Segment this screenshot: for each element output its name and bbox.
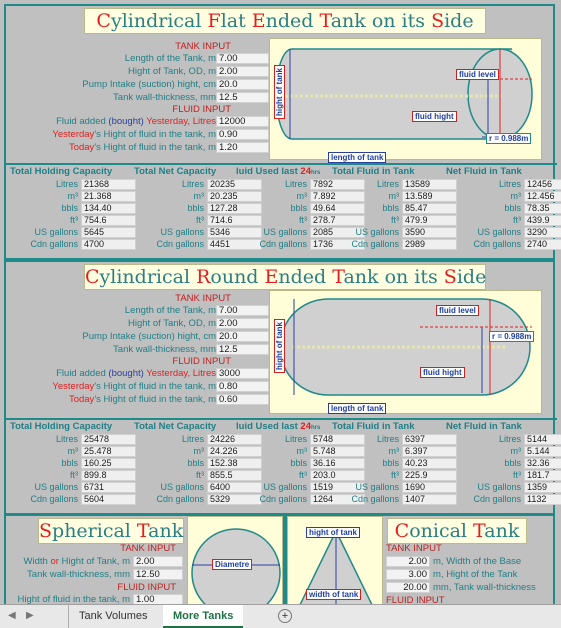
wall-label: mm, Tank wall-thickness — [433, 582, 536, 593]
table-cell: 714.6 — [207, 215, 262, 226]
row-label: ft³ — [391, 470, 399, 480]
table-cell: 3590 — [402, 227, 457, 238]
wall-input[interactable]: 12.50 — [133, 569, 183, 580]
table-cell: 2085 — [310, 227, 365, 238]
scroll-right-icon[interactable]: ▶ — [26, 610, 34, 621]
table-cell: 181.7 — [524, 470, 561, 481]
hight-of-tank-label: hight of tank — [274, 65, 285, 119]
row-label: bbls — [290, 203, 307, 213]
table-cell: 13589 — [402, 179, 457, 190]
table-cell: 5329 — [207, 494, 262, 505]
row-label: bbls — [290, 458, 307, 468]
wall-input[interactable]: 20.00 — [386, 582, 430, 593]
row-label: US gallons — [160, 227, 204, 237]
today-label: Today's Hight of fluid in the tank, m — [68, 394, 216, 405]
row-label: Cdn gallons — [473, 239, 521, 249]
pump-label: Pump Intake (suction) hight, cm — [82, 331, 216, 342]
width-of-tank-label: width of tank — [306, 589, 361, 600]
scroll-left-icon[interactable]: ◀ — [8, 610, 16, 621]
row-label: m³ — [510, 191, 521, 201]
col-header-total-fluid: Total Fluid in Tank — [332, 166, 415, 177]
table-cell: 12.456 — [524, 191, 561, 202]
fluid-level-label: fluid level — [436, 305, 479, 316]
row-label: Litres — [181, 179, 204, 189]
table-cell: 5.144 — [524, 446, 561, 457]
round-tank-diagram — [269, 290, 542, 414]
table-cell: 439.9 — [524, 215, 561, 226]
table-cell: 1264 — [310, 494, 365, 505]
fluid-input-header: FLUID INPUT — [172, 356, 231, 367]
row-label: Cdn gallons — [156, 494, 204, 504]
flat-ended-tank-section — [4, 4, 555, 260]
height-input[interactable]: 2.00 — [216, 318, 269, 329]
table-cell: 1690 — [402, 482, 457, 493]
row-label: m³ — [193, 446, 204, 456]
row-label: US gallons — [160, 482, 204, 492]
row-label: Litres — [181, 434, 204, 444]
row-label: ft³ — [513, 470, 521, 480]
fluid-hight-label: fluid hight — [412, 111, 457, 122]
col-header-net: Total Net Capacity — [134, 166, 217, 177]
table-cell: 278.7 — [310, 215, 365, 226]
base-label: m, Width of the Base — [433, 556, 522, 567]
row-label: Litres — [284, 179, 307, 189]
row-label: US gallons — [355, 227, 399, 237]
table-cell: 40.23 — [402, 458, 457, 469]
hight-of-tank-label: hight of tank — [306, 527, 360, 538]
row-label: ft³ — [196, 470, 204, 480]
table-cell: 7.892 — [310, 191, 365, 202]
row-label: US gallons — [34, 482, 78, 492]
row-label: bbls — [187, 458, 204, 468]
table-cell: 1407 — [402, 494, 457, 505]
row-label: m³ — [193, 191, 204, 201]
today-input[interactable]: 1.20 — [216, 142, 269, 153]
diametre-label: Diametre — [212, 559, 252, 570]
fluid-input-header: FLUID INPUT — [172, 104, 231, 115]
row-label: m³ — [67, 446, 78, 456]
width-input[interactable]: 2.00 — [133, 556, 183, 567]
added-label: Fluid added (bought) Yesterday, Litres — [56, 116, 216, 127]
row-label: Cdn gallons — [259, 494, 307, 504]
section-title: Cylindrical Flat Ended Tank on its Side — [84, 8, 486, 34]
row-label: bbls — [61, 458, 78, 468]
row-label: ft³ — [299, 470, 307, 480]
length-of-tank-label: length of tank — [328, 152, 386, 163]
row-label: Cdn gallons — [473, 494, 521, 504]
tab-more-tanks[interactable]: More Tanks — [163, 605, 243, 628]
row-label: Litres — [284, 434, 307, 444]
table-cell: 1736 — [310, 239, 365, 250]
table-cell: 20.235 — [207, 191, 262, 202]
table-cell: 24226 — [207, 434, 262, 445]
row-label: Cdn gallons — [351, 494, 399, 504]
fluid-hight-label: fluid hight — [420, 367, 465, 378]
fluid-level-label: fluid level — [456, 69, 499, 80]
table-cell: 5346 — [207, 227, 262, 238]
length-label: Length of the Tank, m — [124, 305, 216, 316]
width-label: Width or Hight of Tank, m — [23, 556, 130, 567]
table-cell: 21368 — [81, 179, 136, 190]
row-label: bbls — [504, 203, 521, 213]
row-label: ft³ — [299, 215, 307, 225]
table-cell: 7892 — [310, 179, 365, 190]
yesterday-input[interactable]: 0.90 — [216, 129, 269, 140]
sphere-diagram — [187, 516, 283, 604]
today-label: Today's Hight of fluid in the tank, m — [68, 142, 216, 153]
table-cell: 1519 — [310, 482, 365, 493]
wall-input[interactable]: 12.5 — [216, 92, 269, 103]
added-input[interactable]: 3000 — [216, 368, 269, 379]
table-cell: 5645 — [81, 227, 136, 238]
table-cell: 13.589 — [402, 191, 457, 202]
radius-label: r = 0.988m — [489, 331, 534, 342]
row-label: bbls — [61, 203, 78, 213]
table-cell: 12456 — [524, 179, 561, 190]
height-input[interactable]: 2.00 — [216, 66, 269, 77]
row-label: Litres — [376, 434, 399, 444]
table-cell: 134.40 — [81, 203, 136, 214]
row-label: m³ — [296, 191, 307, 201]
table-cell: 85.47 — [402, 203, 457, 214]
table-cell: 1359 — [524, 482, 561, 493]
row-label: bbls — [187, 203, 204, 213]
hight-input[interactable]: 3.00 — [386, 569, 430, 580]
sheet-tab-bar — [0, 604, 561, 628]
row-label: bbls — [382, 203, 399, 213]
pump-label: Pump Intake (suction) hight, cm — [82, 79, 216, 90]
table-cell: 1132 — [524, 494, 561, 505]
table-divider — [6, 418, 557, 420]
table-cell: 24.226 — [207, 446, 262, 457]
table-cell: 5604 — [81, 494, 136, 505]
length-label: Length of the Tank, m — [124, 53, 216, 64]
hight-label: m, Hight of the Tank — [433, 569, 518, 580]
table-cell: 4451 — [207, 239, 262, 250]
col-header-used: luid Used last 24hrs — [236, 166, 321, 177]
table-divider — [6, 163, 557, 165]
col-header-net: Total Net Capacity — [134, 421, 217, 432]
row-label: ft³ — [196, 215, 204, 225]
table-cell: 2740 — [524, 239, 561, 250]
row-label: ft³ — [513, 215, 521, 225]
table-cell: 49.64 — [310, 203, 365, 214]
table-cell: 225.9 — [402, 470, 457, 481]
row-label: US gallons — [477, 482, 521, 492]
table-cell: 160.25 — [81, 458, 136, 469]
tank-input-header: TANK INPUT — [175, 293, 231, 304]
wall-input[interactable]: 12.5 — [216, 344, 269, 355]
col-header-holding: Total Holding Capacity — [10, 166, 113, 177]
row-label: US gallons — [263, 227, 307, 237]
table-cell: 20235 — [207, 179, 262, 190]
row-label: Cdn gallons — [351, 239, 399, 249]
wall-label: Tank wall-thickness, mm — [113, 344, 216, 355]
conical-tank-section — [285, 514, 555, 604]
row-label: Cdn gallons — [30, 239, 78, 249]
wall-label: Tank wall-thickness, mm — [113, 92, 216, 103]
table-cell: 21.368 — [81, 191, 136, 202]
row-label: US gallons — [477, 227, 521, 237]
table-cell: 5748 — [310, 434, 365, 445]
length-of-tank-label: length of tank — [328, 403, 386, 414]
table-cell: 203.0 — [310, 470, 365, 481]
row-label: m³ — [67, 191, 78, 201]
row-label: Cdn gallons — [259, 239, 307, 249]
table-cell: 6731 — [81, 482, 136, 493]
conical-title: Conical Tank — [387, 518, 527, 544]
row-label: ft³ — [70, 215, 78, 225]
add-sheet-button[interactable] — [272, 605, 298, 628]
fluid-label: Hight of fluid in the tank, m — [17, 594, 130, 604]
table-cell: 78.35 — [524, 203, 561, 214]
table-cell: 4700 — [81, 239, 136, 250]
table-cell: 5.748 — [310, 446, 365, 457]
pump-input[interactable]: 20.0 — [216, 331, 269, 342]
cone-diagram — [287, 516, 383, 604]
table-cell: 127.28 — [207, 203, 262, 214]
row-label: m³ — [296, 446, 307, 456]
yesterday-label: Yesterday's Hight of fluid in the tank, m — [52, 381, 216, 392]
fluid-input-header: FLUID INPUT — [117, 582, 176, 593]
table-cell: 3290 — [524, 227, 561, 238]
row-label: Litres — [498, 179, 521, 189]
radius-label: r = 0.988m — [486, 133, 531, 144]
table-cell: 479.9 — [402, 215, 457, 226]
row-label: Litres — [55, 434, 78, 444]
row-label: bbls — [504, 458, 521, 468]
height-label: Hight of Tank, OD, m — [128, 318, 216, 329]
fluid-input[interactable]: 1.00 — [133, 594, 183, 604]
hight-of-tank-label: hight of tank — [274, 319, 285, 373]
row-label: Cdn gallons — [30, 494, 78, 504]
table-cell: 855.5 — [207, 470, 262, 481]
col-header-net-fluid: Net Fluid in Tank — [446, 166, 522, 177]
table-cell: 152.38 — [207, 458, 262, 469]
length-input[interactable]: 7.00 — [216, 305, 269, 316]
spherical-tank-section — [4, 514, 285, 604]
col-header-holding: Total Holding Capacity — [10, 421, 113, 432]
col-header-net-fluid: Net Fluid in Tank — [446, 421, 522, 432]
table-cell: 32.36 — [524, 458, 561, 469]
row-label: m³ — [388, 446, 399, 456]
today-input[interactable]: 0.60 — [216, 394, 269, 405]
table-cell: 6400 — [207, 482, 262, 493]
height-label: Hight of Tank, OD, m — [128, 66, 216, 77]
row-label: Cdn gallons — [156, 239, 204, 249]
tank-input-header: TANK INPUT — [386, 543, 442, 554]
added-input[interactable]: 12000 — [216, 116, 269, 127]
row-label: Litres — [376, 179, 399, 189]
row-label: Litres — [498, 434, 521, 444]
table-cell: 25478 — [81, 434, 136, 445]
row-label: US gallons — [263, 482, 307, 492]
row-label: m³ — [510, 446, 521, 456]
pump-input[interactable]: 20.0 — [216, 79, 269, 90]
tank-input-header: TANK INPUT — [175, 41, 231, 52]
table-cell: 6.397 — [402, 446, 457, 457]
added-label: Fluid added (bought) Yesterday, Litres — [56, 368, 216, 379]
table-cell: 5144 — [524, 434, 561, 445]
col-header-total-fluid: Total Fluid in Tank — [332, 421, 415, 432]
yesterday-input[interactable]: 0.80 — [216, 381, 269, 392]
table-cell: 899.8 — [81, 470, 136, 481]
row-label: US gallons — [355, 482, 399, 492]
row-label: ft³ — [391, 215, 399, 225]
row-label: bbls — [382, 458, 399, 468]
base-input[interactable]: 2.00 — [386, 556, 430, 567]
row-label: m³ — [388, 191, 399, 201]
length-input[interactable]: 7.00 — [216, 53, 269, 64]
row-label: US gallons — [34, 227, 78, 237]
plus-icon: + — [278, 609, 292, 623]
table-cell: 25.478 — [81, 446, 136, 457]
round-tank-drawing — [270, 291, 543, 415]
round-ended-tank-section — [4, 260, 555, 515]
flat-tank-diagram — [269, 38, 542, 160]
row-label: ft³ — [70, 470, 78, 480]
fluid-input-header: FLUID INPUT — [386, 595, 445, 604]
wall-label: Tank wall-thickness, mm — [27, 569, 130, 580]
section-title: Cylindrical Round Ended Tank on its Side — [85, 266, 487, 288]
row-label: Litres — [55, 179, 78, 189]
table-cell: 2989 — [402, 239, 457, 250]
yesterday-label: Yesterday's Hight of fluid in the tank, m — [52, 129, 216, 140]
tank-input-header: TANK INPUT — [120, 543, 176, 554]
col-header-used: luid Used last 24hrs — [236, 421, 321, 432]
table-cell: 6397 — [402, 434, 457, 445]
spherical-title: Spherical Tank — [39, 520, 184, 542]
tab-tank-volumes[interactable]: Tank Volumes — [68, 605, 157, 628]
table-cell: 754.6 — [81, 215, 136, 226]
table-cell: 36.16 — [310, 458, 365, 469]
